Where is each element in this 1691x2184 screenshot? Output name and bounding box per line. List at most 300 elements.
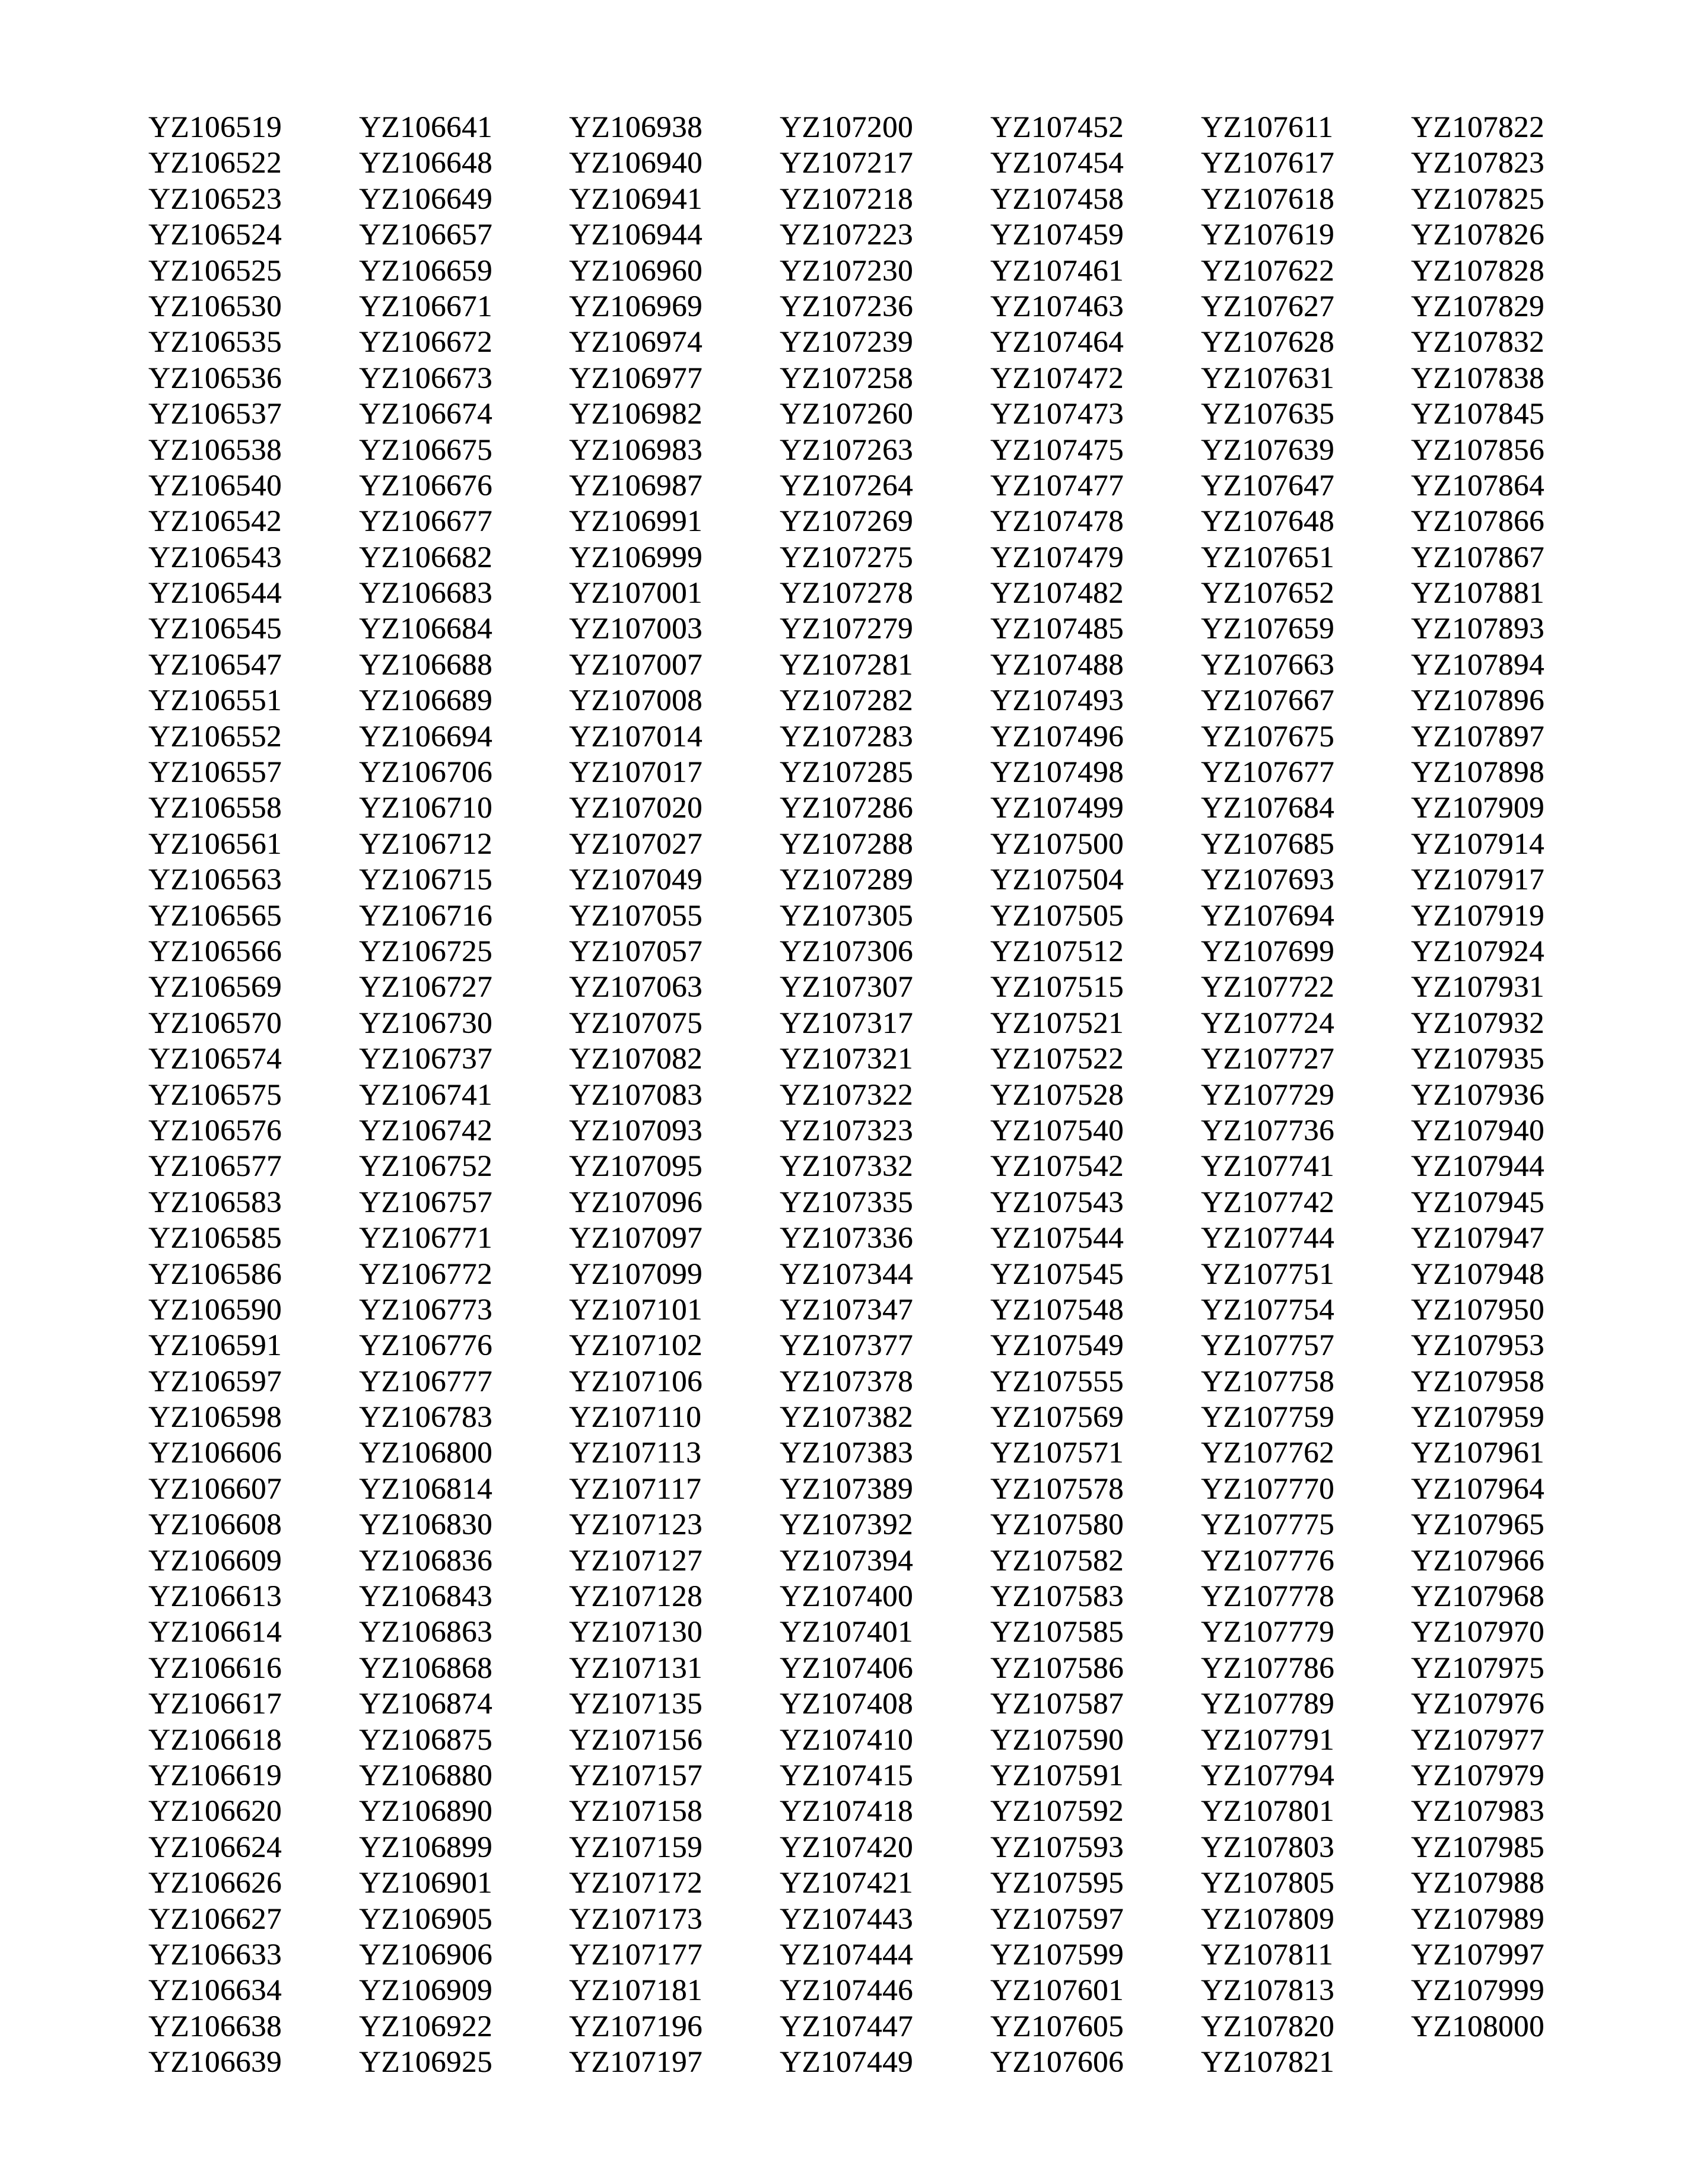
serial-number: YZ107499 bbox=[990, 791, 1124, 825]
serial-number: YZ107003 bbox=[569, 612, 703, 646]
serial-number: YZ107618 bbox=[1201, 182, 1334, 216]
serial-number: YZ106712 bbox=[359, 827, 492, 861]
serial-number: YZ107813 bbox=[1201, 1974, 1334, 2008]
serial-number: YZ107593 bbox=[990, 1830, 1124, 1864]
serial-number: YZ107571 bbox=[990, 1436, 1124, 1470]
serial-number: YZ107110 bbox=[569, 1401, 702, 1435]
serial-column-4 bbox=[780, 110, 981, 2080]
serial-number: YZ107459 bbox=[990, 218, 1124, 252]
serial-number: YZ107693 bbox=[1201, 863, 1334, 897]
serial-number: YZ106836 bbox=[359, 1544, 492, 1578]
serial-number: YZ106742 bbox=[359, 1114, 492, 1147]
serial-number: YZ107580 bbox=[990, 1508, 1124, 1542]
serial-number: YZ107095 bbox=[569, 1150, 703, 1184]
serial-number: YZ107917 bbox=[1411, 863, 1544, 897]
serial-number: YZ107504 bbox=[990, 863, 1124, 897]
serial-column-5 bbox=[990, 110, 1192, 2080]
serial-number: YZ107197 bbox=[569, 2046, 703, 2080]
serial-number: YZ106557 bbox=[148, 756, 282, 790]
serial-number: YZ107464 bbox=[990, 326, 1124, 360]
serial-number: YZ106772 bbox=[359, 1257, 492, 1291]
serial-number: YZ106586 bbox=[148, 1257, 282, 1291]
serial-number: YZ107017 bbox=[569, 756, 703, 790]
serial-number: YZ106552 bbox=[148, 720, 282, 754]
serial-number: YZ107866 bbox=[1411, 505, 1544, 539]
serial-number: YZ107127 bbox=[569, 1544, 703, 1578]
serial-number: YZ107961 bbox=[1411, 1436, 1544, 1470]
serial-number: YZ107821 bbox=[1201, 2046, 1334, 2080]
serial-number: YZ106675 bbox=[359, 433, 492, 467]
serial-number: YZ107628 bbox=[1201, 326, 1334, 360]
serial-number: YZ107269 bbox=[780, 505, 913, 539]
serial-number: YZ107791 bbox=[1201, 1723, 1334, 1757]
serial-number: YZ107663 bbox=[1201, 648, 1334, 682]
serial-number: YZ107601 bbox=[990, 1974, 1124, 2008]
serial-number: YZ107461 bbox=[990, 254, 1124, 288]
serial-number: YZ106682 bbox=[359, 541, 492, 574]
serial-number: YZ107590 bbox=[990, 1723, 1124, 1757]
serial-number: YZ106905 bbox=[359, 1902, 492, 1936]
serial-number: YZ107776 bbox=[1201, 1544, 1334, 1578]
serial-number: YZ106609 bbox=[148, 1544, 282, 1578]
serial-number: YZ107611 bbox=[1201, 111, 1334, 144]
serial-number: YZ107822 bbox=[1411, 111, 1544, 144]
serial-number: YZ107809 bbox=[1201, 1902, 1334, 1936]
serial-number: YZ107828 bbox=[1411, 254, 1544, 288]
serial-number: YZ107979 bbox=[1411, 1759, 1544, 1792]
serial-number: YZ107447 bbox=[780, 2010, 913, 2043]
serial-number: YZ107639 bbox=[1201, 433, 1334, 467]
serial-number: YZ107378 bbox=[780, 1365, 913, 1398]
serial-number: YZ106639 bbox=[148, 2046, 282, 2080]
serial-number: YZ106938 bbox=[569, 111, 703, 144]
serial-number: YZ107415 bbox=[780, 1759, 913, 1792]
serial-number: YZ107966 bbox=[1411, 1544, 1544, 1578]
serial-number: YZ107281 bbox=[780, 648, 913, 682]
serial-number: YZ107968 bbox=[1411, 1580, 1544, 1614]
serial-number: YZ107279 bbox=[780, 612, 913, 646]
serial-number: YZ107722 bbox=[1201, 971, 1334, 1004]
serial-number: YZ106771 bbox=[359, 1222, 492, 1255]
serial-number: YZ107779 bbox=[1201, 1616, 1334, 1649]
serial-number: YZ106800 bbox=[359, 1436, 492, 1470]
serial-number: YZ106710 bbox=[359, 791, 492, 825]
serial-number: YZ106969 bbox=[569, 290, 703, 323]
serial-number: YZ107959 bbox=[1411, 1401, 1544, 1435]
serial-number: YZ107988 bbox=[1411, 1867, 1544, 1900]
serial-number: YZ107727 bbox=[1201, 1042, 1334, 1076]
serial-number: YZ107759 bbox=[1201, 1401, 1334, 1435]
serial-number: YZ106561 bbox=[148, 827, 282, 861]
serial-number: YZ106536 bbox=[148, 361, 282, 395]
serial-number: YZ107976 bbox=[1411, 1687, 1544, 1721]
serial-number: YZ106725 bbox=[359, 934, 492, 968]
serial-number: YZ107945 bbox=[1411, 1185, 1544, 1219]
serial-number: YZ106617 bbox=[148, 1687, 282, 1721]
serial-number: YZ107832 bbox=[1411, 326, 1544, 360]
serial-number: YZ107377 bbox=[780, 1329, 913, 1363]
serial-number: YZ107260 bbox=[780, 398, 913, 431]
serial-number: YZ107394 bbox=[780, 1544, 913, 1578]
serial-number: YZ106519 bbox=[148, 111, 282, 144]
serial-number: YZ107008 bbox=[569, 684, 703, 718]
serial-number: YZ106583 bbox=[148, 1185, 282, 1219]
serial-number: YZ106558 bbox=[148, 791, 282, 825]
serial-number: YZ107306 bbox=[780, 934, 913, 968]
serial-number: YZ107307 bbox=[780, 971, 913, 1004]
serial-number: YZ107944 bbox=[1411, 1150, 1544, 1184]
serial-number: YZ107389 bbox=[780, 1472, 913, 1506]
serial-number: YZ107477 bbox=[990, 469, 1124, 503]
serial-number: YZ107055 bbox=[569, 899, 703, 933]
serial-number: YZ107965 bbox=[1411, 1508, 1544, 1542]
serial-number: YZ106525 bbox=[148, 254, 282, 288]
serial-number: YZ106977 bbox=[569, 361, 703, 395]
serial-number: YZ107983 bbox=[1411, 1795, 1544, 1829]
serial-number: YZ106674 bbox=[359, 398, 492, 431]
serial-number: YZ107820 bbox=[1201, 2010, 1334, 2043]
serial-number: YZ107392 bbox=[780, 1508, 913, 1542]
serial-number: YZ107741 bbox=[1201, 1150, 1334, 1184]
serial-number: YZ107595 bbox=[990, 1867, 1124, 1900]
serial-number: YZ106624 bbox=[148, 1830, 282, 1864]
serial-number: YZ107410 bbox=[780, 1723, 913, 1757]
serial-number: YZ107258 bbox=[780, 361, 913, 395]
serial-number: YZ106530 bbox=[148, 290, 282, 323]
serial-number: YZ106982 bbox=[569, 398, 703, 431]
serial-number: YZ107803 bbox=[1201, 1830, 1334, 1864]
serial-number: YZ107578 bbox=[990, 1472, 1124, 1506]
serial-number: YZ106614 bbox=[148, 1616, 282, 1649]
serial-number: YZ106619 bbox=[148, 1759, 282, 1792]
serial-number: YZ107897 bbox=[1411, 720, 1544, 754]
serial-number: YZ107498 bbox=[990, 756, 1124, 790]
serial-number: YZ107729 bbox=[1201, 1078, 1334, 1112]
serial-number: YZ106683 bbox=[359, 577, 492, 611]
serial-number: YZ107236 bbox=[780, 290, 913, 323]
serial-number: YZ106901 bbox=[359, 1867, 492, 1900]
serial-number: YZ107336 bbox=[780, 1222, 913, 1255]
serial-number: YZ107332 bbox=[780, 1150, 913, 1184]
serial-number: YZ106716 bbox=[359, 899, 492, 933]
serial-number: YZ107823 bbox=[1411, 147, 1544, 180]
serial-number: YZ107659 bbox=[1201, 612, 1334, 646]
serial-column-2 bbox=[359, 110, 561, 2080]
serial-number: YZ107131 bbox=[569, 1651, 703, 1685]
serial-number: YZ107569 bbox=[990, 1401, 1124, 1435]
serial-number: YZ107275 bbox=[780, 541, 913, 574]
serial-number: YZ107493 bbox=[990, 684, 1124, 718]
serial-number: YZ106974 bbox=[569, 326, 703, 360]
serial-number: YZ107540 bbox=[990, 1114, 1124, 1147]
serial-number: YZ106544 bbox=[148, 577, 282, 611]
serial-number: YZ106537 bbox=[148, 398, 282, 431]
serial-number: YZ107083 bbox=[569, 1078, 703, 1112]
serial-number: YZ107548 bbox=[990, 1293, 1124, 1327]
serial-number: YZ107555 bbox=[990, 1365, 1124, 1398]
serial-number: YZ107475 bbox=[990, 433, 1124, 467]
serial-number: YZ107200 bbox=[780, 111, 913, 144]
serial-number: YZ107694 bbox=[1201, 899, 1334, 933]
serial-number: YZ107049 bbox=[569, 863, 703, 897]
serial-number: YZ106633 bbox=[148, 1938, 282, 1972]
serial-number: YZ106672 bbox=[359, 326, 492, 360]
serial-number: YZ107898 bbox=[1411, 756, 1544, 790]
serial-number: YZ106590 bbox=[148, 1293, 282, 1327]
serial-number: YZ106648 bbox=[359, 147, 492, 180]
serial-number: YZ107449 bbox=[780, 2046, 913, 2080]
serial-number: YZ107278 bbox=[780, 577, 913, 611]
serial-number: YZ106715 bbox=[359, 863, 492, 897]
serial-number: YZ107283 bbox=[780, 720, 913, 754]
serial-number: YZ107597 bbox=[990, 1902, 1124, 1936]
serial-number: YZ107522 bbox=[990, 1042, 1124, 1076]
serial-number: YZ106752 bbox=[359, 1150, 492, 1184]
serial-number: YZ107544 bbox=[990, 1222, 1124, 1255]
serial-number: YZ107631 bbox=[1201, 361, 1334, 395]
serial-number: YZ106906 bbox=[359, 1938, 492, 1972]
serial-number: YZ107027 bbox=[569, 827, 703, 861]
serial-number: YZ107932 bbox=[1411, 1006, 1544, 1040]
serial-number: YZ107811 bbox=[1201, 1938, 1334, 1972]
serial-number: YZ107592 bbox=[990, 1795, 1124, 1829]
serial-number: YZ106671 bbox=[359, 290, 492, 323]
serial-number: YZ107382 bbox=[780, 1401, 913, 1435]
serial-number: YZ106684 bbox=[359, 612, 492, 646]
serial-number: YZ107964 bbox=[1411, 1472, 1544, 1506]
serial-number: YZ107196 bbox=[569, 2010, 703, 2043]
serial-number: YZ107545 bbox=[990, 1257, 1124, 1291]
serial-number: YZ107282 bbox=[780, 684, 913, 718]
serial-number: YZ107947 bbox=[1411, 1222, 1544, 1255]
serial-number: YZ106991 bbox=[569, 505, 703, 539]
serial-number: YZ106689 bbox=[359, 684, 492, 718]
serial-number: YZ106987 bbox=[569, 469, 703, 503]
serial-number: YZ106551 bbox=[148, 684, 282, 718]
serial-number: YZ106999 bbox=[569, 541, 703, 574]
serial-number: YZ107699 bbox=[1201, 934, 1334, 968]
serial-number: YZ107591 bbox=[990, 1759, 1124, 1792]
serial-number: YZ107684 bbox=[1201, 791, 1334, 825]
serial-number: YZ106676 bbox=[359, 469, 492, 503]
serial-number: YZ107123 bbox=[569, 1508, 703, 1542]
serial-column-1 bbox=[148, 110, 350, 2080]
serial-number: YZ106576 bbox=[148, 1114, 282, 1147]
serial-number: YZ106773 bbox=[359, 1293, 492, 1327]
serial-number: YZ107322 bbox=[780, 1078, 913, 1112]
serial-number: YZ107020 bbox=[569, 791, 703, 825]
serial-number: YZ107420 bbox=[780, 1830, 913, 1864]
serial-number: YZ107317 bbox=[780, 1006, 913, 1040]
serial-number: YZ107239 bbox=[780, 326, 913, 360]
serial-number: YZ107285 bbox=[780, 756, 913, 790]
serial-number: YZ107622 bbox=[1201, 254, 1334, 288]
serial-number: YZ106522 bbox=[148, 147, 282, 180]
serial-number: YZ107014 bbox=[569, 720, 703, 754]
serial-number: YZ107323 bbox=[780, 1114, 913, 1147]
serial-number: YZ106566 bbox=[148, 934, 282, 968]
serial-number: YZ107408 bbox=[780, 1687, 913, 1721]
serial-number: YZ107512 bbox=[990, 934, 1124, 968]
serial-number: YZ107648 bbox=[1201, 505, 1334, 539]
serial-number: YZ107585 bbox=[990, 1616, 1124, 1649]
serial-number: YZ106535 bbox=[148, 326, 282, 360]
serial-number: YZ106542 bbox=[148, 505, 282, 539]
serial-number: YZ107794 bbox=[1201, 1759, 1334, 1792]
serial-number: YZ106909 bbox=[359, 1974, 492, 2008]
serial-number: YZ107446 bbox=[780, 1974, 913, 2008]
serial-number: YZ107778 bbox=[1201, 1580, 1334, 1614]
serial-number: YZ106659 bbox=[359, 254, 492, 288]
serial-number: YZ107894 bbox=[1411, 648, 1544, 682]
serial-number: YZ107985 bbox=[1411, 1830, 1544, 1864]
serial-number: YZ107953 bbox=[1411, 1329, 1544, 1363]
serial-number: YZ106776 bbox=[359, 1329, 492, 1363]
serial-number: YZ106868 bbox=[359, 1651, 492, 1685]
serial-number: YZ107825 bbox=[1411, 182, 1544, 216]
serial-number: YZ107102 bbox=[569, 1329, 703, 1363]
serial-number: YZ107736 bbox=[1201, 1114, 1334, 1147]
serial-number: YZ107305 bbox=[780, 899, 913, 933]
serial-number: YZ107619 bbox=[1201, 218, 1334, 252]
serial-number: YZ107599 bbox=[990, 1938, 1124, 1972]
serial-number: YZ106899 bbox=[359, 1830, 492, 1864]
serial-number: YZ107400 bbox=[780, 1580, 913, 1614]
serial-number: YZ107443 bbox=[780, 1902, 913, 1936]
serial-number: YZ106814 bbox=[359, 1472, 492, 1506]
serial-number: YZ107896 bbox=[1411, 684, 1544, 718]
serial-number: YZ106575 bbox=[148, 1078, 282, 1112]
serial-number: YZ106960 bbox=[569, 254, 703, 288]
serial-number: YZ107775 bbox=[1201, 1508, 1334, 1542]
serial-number: YZ107264 bbox=[780, 469, 913, 503]
serial-number: YZ107528 bbox=[990, 1078, 1124, 1112]
serial-number: YZ106638 bbox=[148, 2010, 282, 2043]
serial-number: YZ106673 bbox=[359, 361, 492, 395]
serial-number: YZ106737 bbox=[359, 1042, 492, 1076]
serial-number: YZ107218 bbox=[780, 182, 913, 216]
serial-number: YZ107627 bbox=[1201, 290, 1334, 323]
serial-number: YZ107444 bbox=[780, 1938, 913, 1972]
serial-number: YZ107786 bbox=[1201, 1651, 1334, 1685]
serial-number: YZ107099 bbox=[569, 1257, 703, 1291]
serial-number: YZ107935 bbox=[1411, 1042, 1544, 1076]
serial-number: YZ107999 bbox=[1411, 1974, 1544, 2008]
serial-number: YZ107667 bbox=[1201, 684, 1334, 718]
serial-number: YZ107605 bbox=[990, 2010, 1124, 2043]
serial-number: YZ107130 bbox=[569, 1616, 703, 1649]
serial-number: YZ107106 bbox=[569, 1365, 703, 1398]
serial-number: YZ107177 bbox=[569, 1938, 703, 1972]
serial-number: YZ106613 bbox=[148, 1580, 282, 1614]
serial-number: YZ107406 bbox=[780, 1651, 913, 1685]
serial-number: YZ107677 bbox=[1201, 756, 1334, 790]
serial-number: YZ106730 bbox=[359, 1006, 492, 1040]
serial-number: YZ106830 bbox=[359, 1508, 492, 1542]
serial-number: YZ107289 bbox=[780, 863, 913, 897]
serial-number: YZ107001 bbox=[569, 577, 703, 611]
serial-number: YZ107997 bbox=[1411, 1938, 1544, 1972]
serial-number: YZ106523 bbox=[148, 182, 282, 216]
serial-number: YZ107135 bbox=[569, 1687, 703, 1721]
serial-number: YZ107770 bbox=[1201, 1472, 1334, 1506]
serial-number: YZ106657 bbox=[359, 218, 492, 252]
serial-number: YZ106880 bbox=[359, 1759, 492, 1792]
serial-number: YZ107617 bbox=[1201, 147, 1334, 180]
serial-number: YZ107117 bbox=[569, 1472, 702, 1506]
serial-number: YZ107583 bbox=[990, 1580, 1124, 1614]
serial-number: YZ107936 bbox=[1411, 1078, 1544, 1112]
serial-number: YZ107113 bbox=[569, 1436, 702, 1470]
serial-number: YZ106591 bbox=[148, 1329, 282, 1363]
serial-number: YZ107479 bbox=[990, 541, 1124, 574]
serial-number: YZ106890 bbox=[359, 1795, 492, 1829]
serial-number: YZ106616 bbox=[148, 1651, 282, 1685]
serial-number: YZ107635 bbox=[1201, 398, 1334, 431]
serial-number: YZ107724 bbox=[1201, 1006, 1334, 1040]
serial-number: YZ106565 bbox=[148, 899, 282, 933]
serial-number: YZ106677 bbox=[359, 505, 492, 539]
serial-number: YZ107097 bbox=[569, 1222, 703, 1255]
serial-number: YZ107744 bbox=[1201, 1222, 1334, 1255]
serial-number: YZ107472 bbox=[990, 361, 1124, 395]
serial-number: YZ107543 bbox=[990, 1185, 1124, 1219]
serial-number: YZ107454 bbox=[990, 147, 1124, 180]
serial-number: YZ107096 bbox=[569, 1185, 703, 1219]
serial-number: YZ106577 bbox=[148, 1150, 282, 1184]
serial-number: YZ107347 bbox=[780, 1293, 913, 1327]
serial-number: YZ106757 bbox=[359, 1185, 492, 1219]
serial-number: YZ107826 bbox=[1411, 218, 1544, 252]
serial-number: YZ107158 bbox=[569, 1795, 703, 1829]
serial-number: YZ106563 bbox=[148, 863, 282, 897]
serial-number: YZ107801 bbox=[1201, 1795, 1334, 1829]
serial-number: YZ107344 bbox=[780, 1257, 913, 1291]
serial-number: YZ107521 bbox=[990, 1006, 1124, 1040]
serial-number: YZ106547 bbox=[148, 648, 282, 682]
serial-number: YZ107181 bbox=[569, 1974, 703, 2008]
serial-number: YZ107950 bbox=[1411, 1293, 1544, 1327]
serial-number: YZ107288 bbox=[780, 827, 913, 861]
serial-number: YZ108000 bbox=[1411, 2010, 1544, 2043]
serial-number: YZ107383 bbox=[780, 1436, 913, 1470]
serial-number: YZ107488 bbox=[990, 648, 1124, 682]
serial-number: YZ107485 bbox=[990, 612, 1124, 646]
serial-number: YZ107762 bbox=[1201, 1436, 1334, 1470]
serial-number: YZ106649 bbox=[359, 182, 492, 216]
serial-number: YZ107587 bbox=[990, 1687, 1124, 1721]
serial-number: YZ106538 bbox=[148, 433, 282, 467]
serial-number: YZ107742 bbox=[1201, 1185, 1334, 1219]
serial-number: YZ107685 bbox=[1201, 827, 1334, 861]
serial-number: YZ107606 bbox=[990, 2046, 1124, 2080]
serial-number: YZ106863 bbox=[359, 1616, 492, 1649]
serial-number: YZ107482 bbox=[990, 577, 1124, 611]
serial-number: YZ106777 bbox=[359, 1365, 492, 1398]
serial-number: YZ107845 bbox=[1411, 398, 1544, 431]
serial-number: YZ107789 bbox=[1201, 1687, 1334, 1721]
serial-number: YZ107321 bbox=[780, 1042, 913, 1076]
serial-number: YZ106543 bbox=[148, 541, 282, 574]
serial-number: YZ107881 bbox=[1411, 577, 1544, 611]
serial-number: YZ107805 bbox=[1201, 1867, 1334, 1900]
serial-number: YZ106574 bbox=[148, 1042, 282, 1076]
serial-number: YZ107924 bbox=[1411, 934, 1544, 968]
serial-number: YZ107582 bbox=[990, 1544, 1124, 1578]
serial-number: YZ107975 bbox=[1411, 1651, 1544, 1685]
serial-number: YZ106570 bbox=[148, 1006, 282, 1040]
serial-number: YZ106983 bbox=[569, 433, 703, 467]
